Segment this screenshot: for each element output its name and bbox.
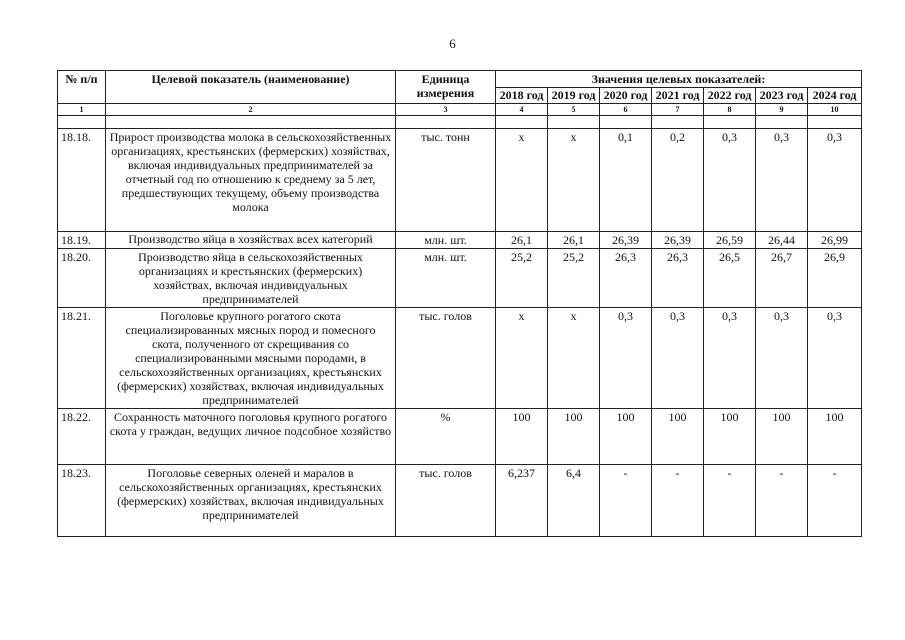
indicator-name: Поголовье крупного рогатого скота специализированных мясных пород и помесного скота, полученного от скрещивания со специализированными мясными породами, в сельскохозяйственных организациях, крестьянских (фермерских) хозяйствах, включая индивидуальных предпринимателей — [106, 308, 396, 409]
page-number: 6 — [449, 36, 456, 51]
value-cell: 100 — [704, 409, 756, 465]
value-cell: 25,2 — [496, 249, 548, 308]
column-number: 4 — [496, 104, 548, 116]
value-cell: х — [496, 308, 548, 409]
value-cell: 0,3 — [808, 308, 862, 409]
row-number: 18.21. — [58, 308, 106, 409]
column-number: 9 — [756, 104, 808, 116]
value-cell: 0,3 — [600, 308, 652, 409]
unit: млн. шт. — [396, 249, 496, 308]
header-year: 2021 год — [652, 88, 704, 104]
value-cell: 0,3 — [756, 129, 808, 232]
value-cell: - — [756, 465, 808, 537]
value-cell: 0,1 — [600, 129, 652, 232]
header-year: 2022 год — [704, 88, 756, 104]
value-cell: х — [496, 129, 548, 232]
column-number: 6 — [600, 104, 652, 116]
value-cell: 100 — [652, 409, 704, 465]
table-row — [58, 308, 862, 409]
value-cell: 0,2 — [652, 129, 704, 232]
column-number: 2 — [106, 104, 396, 116]
column-number: 8 — [704, 104, 756, 116]
value-cell: 26,59 — [704, 232, 756, 249]
header-number: № п/п — [58, 71, 106, 104]
table-row — [58, 129, 862, 232]
table-row — [58, 465, 862, 537]
indicator-name: Сохранность маточного поголовья крупного рогатого скота у граждан, ведущих личное подсобное хозяйство — [106, 409, 396, 465]
header-year: 2018 год — [496, 88, 548, 104]
table-row — [58, 409, 862, 465]
target-indicators-table — [57, 70, 862, 537]
row-number: 18.22. — [58, 409, 106, 465]
value-cell: 26,44 — [756, 232, 808, 249]
header-year: 2019 год — [548, 88, 600, 104]
column-number: 5 — [548, 104, 600, 116]
indicator-name: Производство яйца в хозяйствах всех категорий — [106, 232, 396, 249]
unit: тыс. голов — [396, 465, 496, 537]
spacer-row — [58, 116, 862, 129]
value-cell: 6,237 — [496, 465, 548, 537]
value-cell: 0,3 — [652, 308, 704, 409]
value-cell: 26,7 — [756, 249, 808, 308]
row-number: 18.20. — [58, 249, 106, 308]
value-cell: 6,4 — [548, 465, 600, 537]
row-number: 18.23. — [58, 465, 106, 537]
value-cell: - — [704, 465, 756, 537]
value-cell: 100 — [548, 409, 600, 465]
header-indicator: Целевой показатель (наименование) — [106, 71, 396, 104]
value-cell: 0,3 — [704, 308, 756, 409]
header-year: 2020 год — [600, 88, 652, 104]
row-number: 18.18. — [58, 129, 106, 232]
value-cell: 26,39 — [652, 232, 704, 249]
column-number: 1 — [58, 104, 106, 116]
value-cell: х — [548, 129, 600, 232]
table-row — [58, 249, 862, 308]
header-unit: Единица измерения — [396, 71, 496, 104]
value-cell: 100 — [808, 409, 862, 465]
unit: % — [396, 409, 496, 465]
indicator-name: Прирост производства молока в сельскохозяйственных организациях, крестьянских (фермерских) хозяйствах, включая индивидуальных предпринимателей за отчетный год по отношению к среднему за 5 лет, предшествующих текущему, объему производства молока — [106, 129, 396, 232]
value-cell: 25,2 — [548, 249, 600, 308]
value-cell: 26,3 — [652, 249, 704, 308]
value-cell: 26,9 — [808, 249, 862, 308]
value-cell: х — [548, 308, 600, 409]
column-number: 3 — [396, 104, 496, 116]
value-cell: 100 — [756, 409, 808, 465]
value-cell: 26,1 — [548, 232, 600, 249]
indicator-name: Производство яйца в сельскохозяйственных организациях и крестьянских (фермерских) хозяйствах, включая индивидуальных предпринимателей — [106, 249, 396, 308]
column-number: 10 — [808, 104, 862, 116]
value-cell: 100 — [600, 409, 652, 465]
unit: тыс. голов — [396, 308, 496, 409]
value-cell: 26,99 — [808, 232, 862, 249]
value-cell: 26,1 — [496, 232, 548, 249]
value-cell: - — [652, 465, 704, 537]
table-row — [58, 232, 862, 249]
indicator-name: Поголовье северных оленей и маралов в сельскохозяйственных организациях, крестьянских (фермерских) хозяйствах, включая индивидуальных предпринимателей — [106, 465, 396, 537]
value-cell: 26,39 — [600, 232, 652, 249]
header-values: Значения целевых показателей: — [496, 71, 862, 88]
unit: млн. шт. — [396, 232, 496, 249]
value-cell: 0,3 — [808, 129, 862, 232]
header-year: 2024 год — [808, 88, 862, 104]
value-cell: 26,5 — [704, 249, 756, 308]
value-cell: - — [600, 465, 652, 537]
value-cell: 26,3 — [600, 249, 652, 308]
value-cell: - — [808, 465, 862, 537]
value-cell: 0,3 — [756, 308, 808, 409]
row-number: 18.19. — [58, 232, 106, 249]
value-cell: 0,3 — [704, 129, 756, 232]
header-year: 2023 год — [756, 88, 808, 104]
column-number: 7 — [652, 104, 704, 116]
value-cell: 100 — [496, 409, 548, 465]
unit: тыс. тонн — [396, 129, 496, 232]
